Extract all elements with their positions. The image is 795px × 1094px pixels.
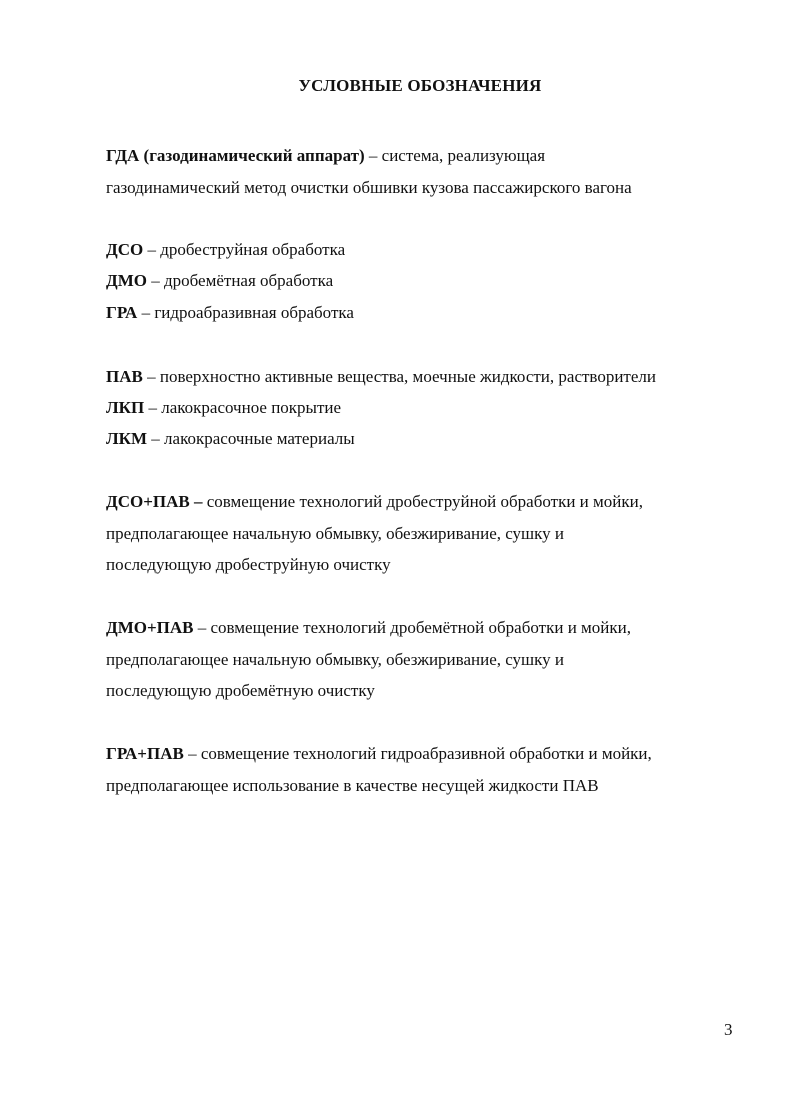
term-dso-pav: ДСО+ПАВ – <box>106 492 203 511</box>
entry-dso <box>106 239 345 261</box>
definition-dso: дробеструйная обработка <box>160 240 346 259</box>
definition-dso-pav: совмещение технологий дробеструйной обработки и мойки, <box>206 492 643 511</box>
term-gra: ГРА <box>106 303 138 322</box>
term-gra-pav: ГРА+ПАВ <box>106 744 184 763</box>
entry-dash: – <box>364 146 382 165</box>
term-lkm: ЛКМ <box>106 429 148 448</box>
definition-dmo: дробемётная обработка <box>163 271 334 290</box>
entry-gra <box>106 302 354 324</box>
term-pav: ПАВ <box>106 367 143 386</box>
entry-gda <box>106 145 545 167</box>
entry-dash: – <box>137 303 155 322</box>
definition-pav: поверхностно активные вещества, моечные жидкости, растворители <box>159 367 656 386</box>
definition-dso-pav-continuation: предполагающее начальную обмывку, обезжиривание, сушку и <box>106 524 565 543</box>
entry-dmo <box>106 270 333 292</box>
term-gda: ГДА (газодинамический аппарат) <box>106 146 365 165</box>
term-dmo-pav: ДМО+ПАВ <box>106 618 194 637</box>
term-lkp: ЛКП <box>106 398 145 417</box>
definition-gda-continuation: газодинамический метод очистки обшивки кузова пассажирского вагона <box>106 178 632 197</box>
page-number: 3 <box>724 1020 733 1039</box>
definition-dmo-pav-continuation: последующую дробемётную очистку <box>106 681 375 700</box>
page-title: УСЛОВНЫЕ ОБОЗНАЧЕНИЯ <box>298 76 542 95</box>
definition-dmo-pav: совмещение технологий дробемётной обработки и мойки, <box>210 618 632 637</box>
entry-pav <box>106 366 656 388</box>
entry-dash: – <box>193 618 211 637</box>
definition-dso-pav-continuation: последующую дробеструйную очистку <box>106 555 391 574</box>
entry-dash: – <box>143 240 161 259</box>
entry-dmo-pav <box>106 617 631 639</box>
entry-lkm <box>106 428 355 450</box>
entry-dash: – <box>144 398 162 417</box>
entry-dash: – <box>146 271 164 290</box>
definition-gra-pav-continuation: предполагающее использование в качестве несущей жидкости ПАВ <box>106 776 599 795</box>
term-dso: ДСО <box>106 240 144 259</box>
definition-dmo-pav-continuation: предполагающее начальную обмывку, обезжиривание, сушку и <box>106 650 565 669</box>
definition-gra: гидроабразивная обработка <box>154 303 354 322</box>
term-dmo: ДМО <box>106 271 147 290</box>
entry-dash: – <box>183 744 201 763</box>
entry-dso-pav <box>106 491 643 513</box>
entry-dash: – <box>142 367 160 386</box>
definition-gra-pav: совмещение технологий гидроабразивной обработки и мойки, <box>200 744 652 763</box>
definition-lkp: лакокрасочное покрытие <box>161 398 342 417</box>
entry-lkp <box>106 397 341 419</box>
entry-dash: – <box>147 429 165 448</box>
entry-gra-pav <box>106 743 652 765</box>
definition-lkm: лакокрасочные материалы <box>164 429 355 448</box>
definition-gda: система, реализующая <box>381 146 546 165</box>
